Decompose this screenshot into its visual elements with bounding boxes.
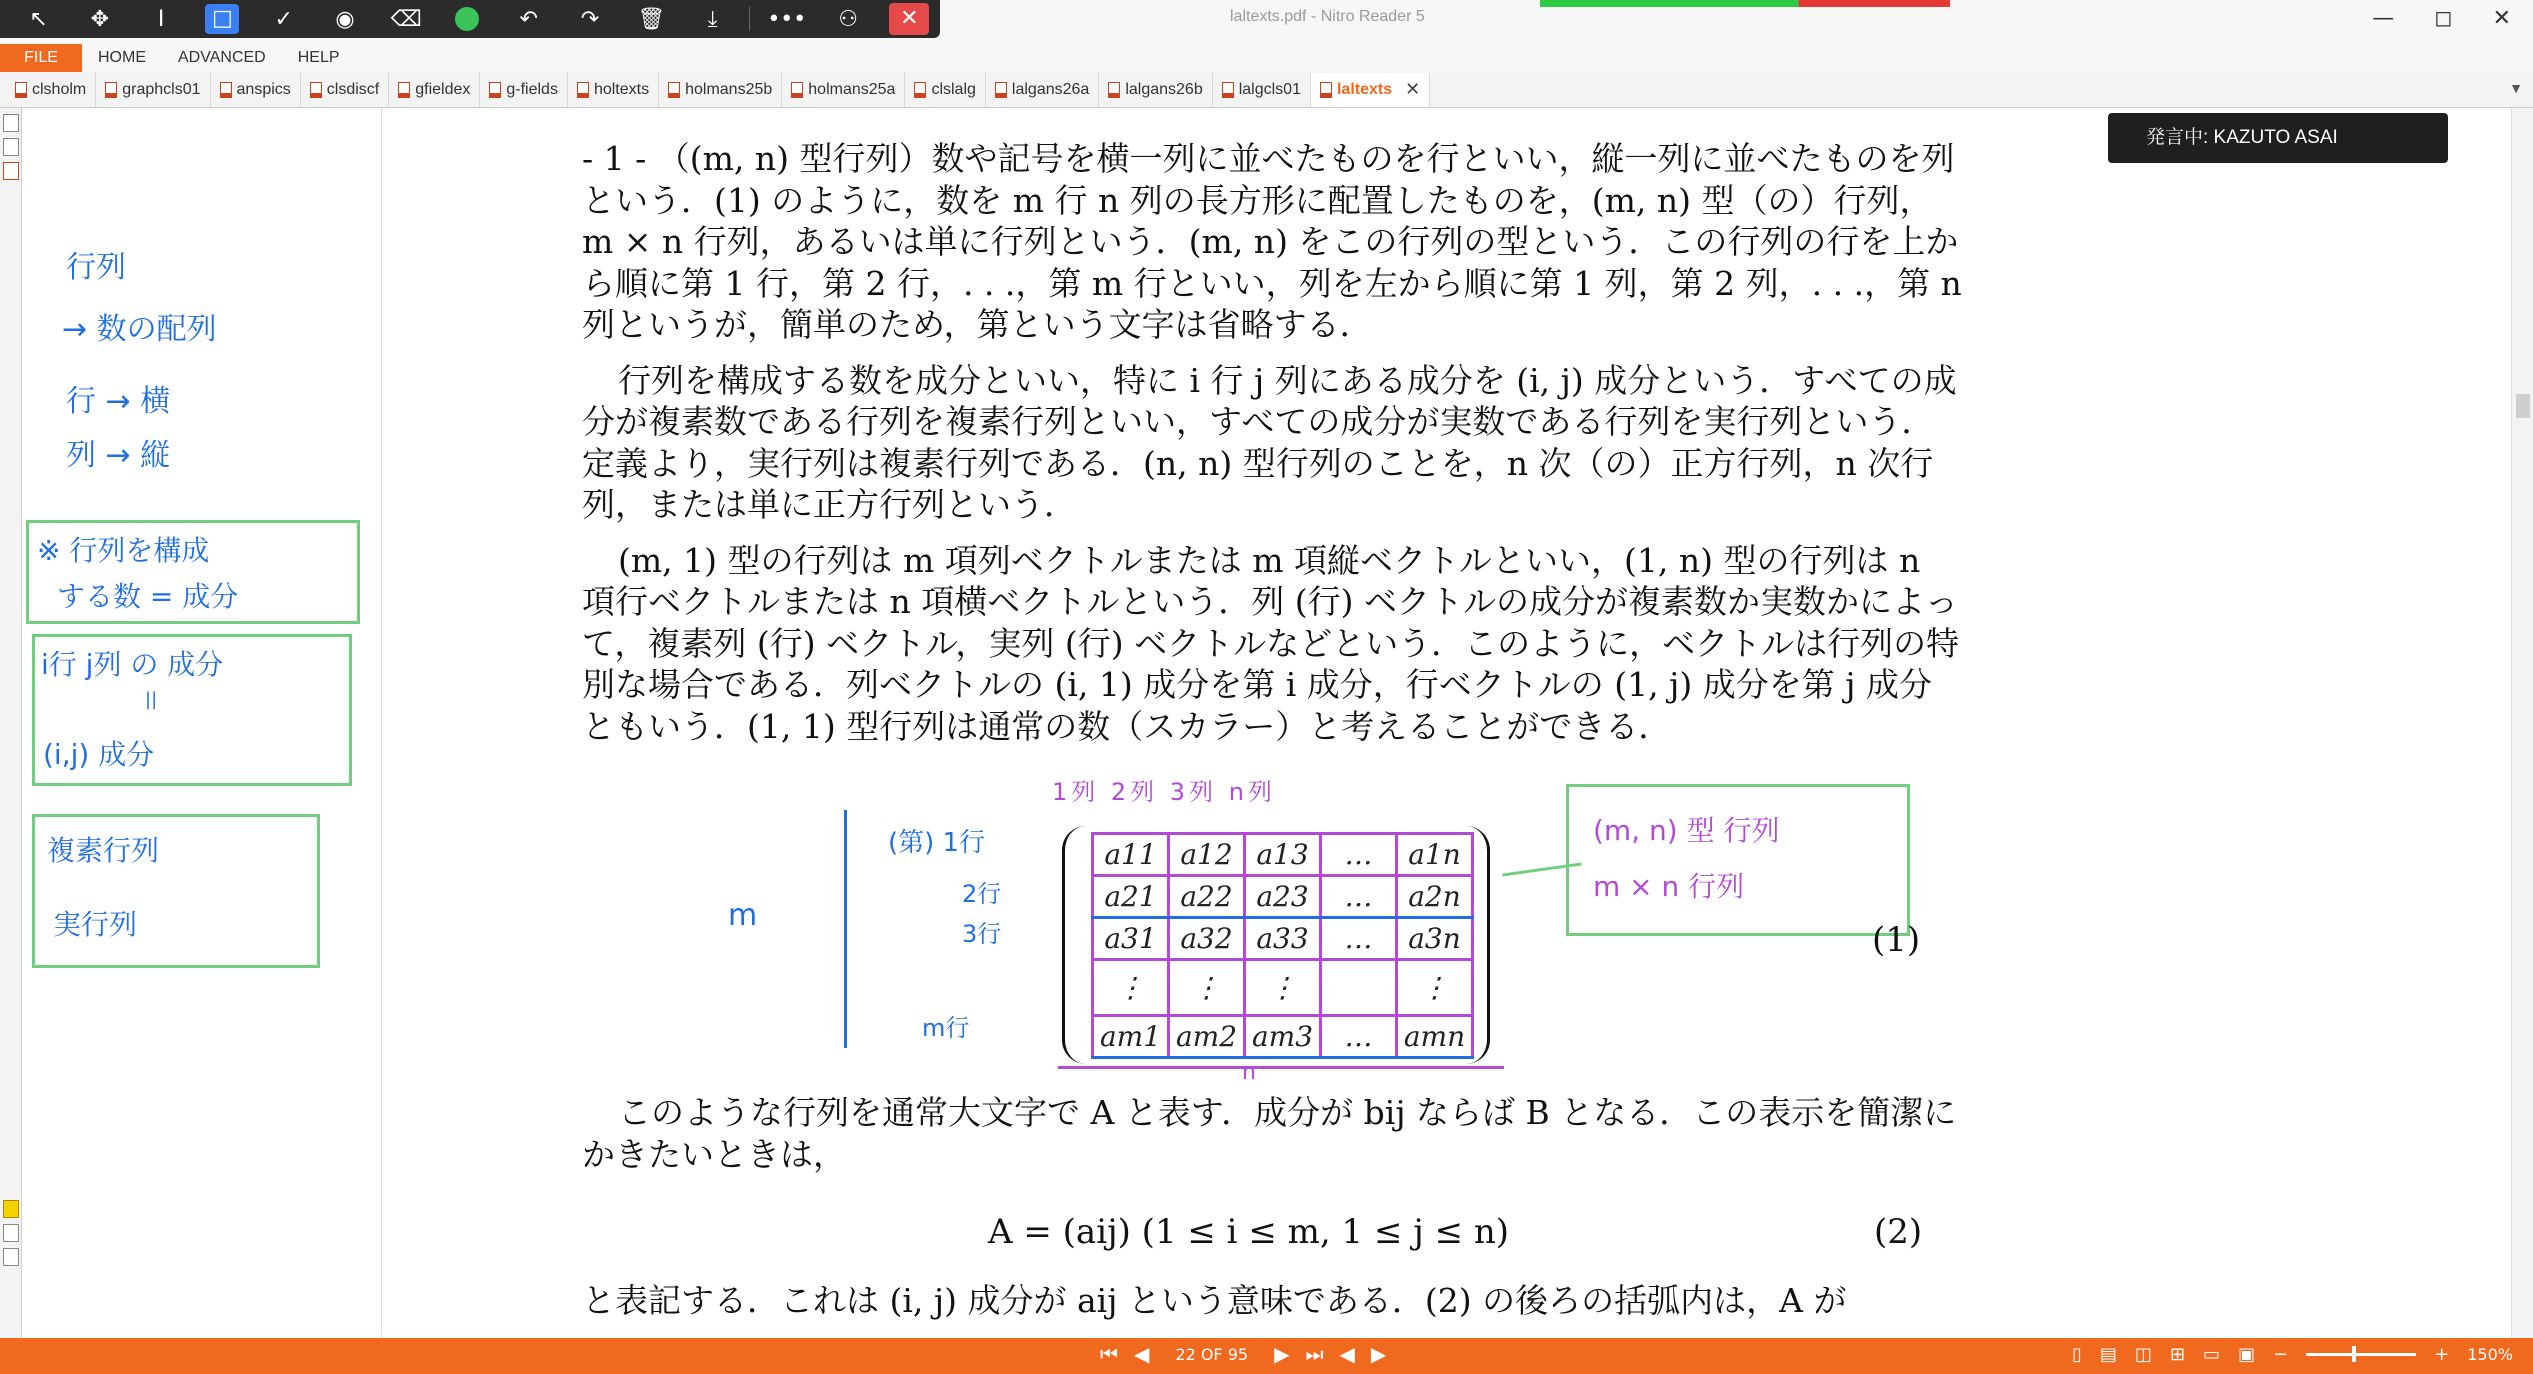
fit-icon[interactable]: ▭ <box>2203 1344 2221 1365</box>
matrix-cell: … <box>1321 876 1397 918</box>
user-icon[interactable]: ⚇ <box>838 6 858 32</box>
annot-m-bracket <box>844 810 847 1048</box>
color-picker-icon[interactable] <box>437 0 498 38</box>
equation-2: A = (aij) (1 ≤ i ≤ m, 1 ≤ j ≤ n) <box>988 1212 1510 1252</box>
menu-bar <box>0 44 2533 72</box>
scrollbar-thumb[interactable] <box>2516 394 2530 418</box>
pdf-icon <box>577 82 589 98</box>
matrix-figure <box>1062 826 1490 1064</box>
bookmarks-panel-icon[interactable] <box>3 162 19 180</box>
note-box-complex-real: 複素行列 実行列 <box>32 814 320 968</box>
text-tool-icon[interactable]: I <box>157 6 165 32</box>
matrix-cell: a12 <box>1169 834 1245 876</box>
attachments-panel-icon[interactable] <box>3 138 19 156</box>
pdf-icon <box>398 82 410 98</box>
forward-view-icon[interactable]: ▶ <box>1370 1342 1387 1366</box>
output-panel-icon[interactable] <box>3 1248 19 1266</box>
document-tabs <box>0 72 2533 108</box>
pdf-icon <box>15 82 27 98</box>
tab-document[interactable]: clslalg <box>905 73 985 107</box>
window-title: laltexts.pdf - Nitro Reader 5 <box>1230 8 1425 25</box>
minimize-icon[interactable]: — <box>2372 6 2395 31</box>
note-col-vertical: 列 → 縦 <box>66 438 171 473</box>
paragraph-1: - 1 - （(m, n) 型行列）数や記号を横一列に並べたものを行といい，縦一列に並べたものを列という．(1) のように，数を m 行 n 列の長方形に配置したものを，(m, n) 型（の）行列，m × n 行列，あるいは単に行列という．(m, n) をこの行列の型という．この行列の行を上から順に第 1 行，第 2 行，. . .，第 m 行といい，列を左から順に第 1 列，第 2 列，. . .，第 n 列というが，簡単のため，第という文字は省略する． <box>582 139 1962 344</box>
handwritten-notes <box>22 108 382 1338</box>
paragraph-5: と表記する．これは (i, j) 成分が aij という意味である．(2) の後ろの括弧内は，A が <box>582 1281 1847 1320</box>
annot-row3: 3行 <box>962 920 1002 948</box>
matrix-cell: am3 <box>1245 1016 1321 1058</box>
matrix-cell: amn <box>1397 1016 1473 1058</box>
title-bar <box>0 0 2533 44</box>
equation-1-number: (1) <box>1872 920 1921 960</box>
comments-panel-icon[interactable] <box>3 1200 19 1218</box>
facing-icon[interactable]: ◫ <box>2134 1344 2152 1365</box>
pdf-icon <box>668 82 680 98</box>
note-array: → 数の配列 <box>62 312 217 347</box>
note-box-ij: i行 j列 の 成分 || (i,j) 成分 <box>32 634 352 786</box>
stamp-tool-icon[interactable]: ◉ <box>335 6 355 32</box>
menu-home[interactable]: HOME <box>98 49 146 66</box>
maximize-icon[interactable]: ◻ <box>2434 6 2453 31</box>
annot-n: n <box>1242 1060 1256 1085</box>
redo-icon[interactable]: ↷ <box>580 6 600 32</box>
matrix-cell: a32 <box>1169 918 1245 960</box>
select-tool-icon[interactable]: ↖ <box>29 6 48 32</box>
left-panel-strip <box>0 108 22 1338</box>
zoom-out-icon[interactable]: − <box>2273 1344 2289 1365</box>
matrix-cell: … <box>1321 1016 1397 1058</box>
pdf-page-content-bottom <box>582 1280 1962 1336</box>
drawing-toolbar <box>0 0 940 38</box>
matrix-cell: … <box>1321 834 1397 876</box>
pdf-icon <box>914 82 926 98</box>
tab-document[interactable]: holtexts <box>568 73 659 107</box>
tab-document[interactable]: lalgans26b <box>1099 73 1212 107</box>
window-controls <box>2372 6 2511 31</box>
matrix-cell: ⋮ <box>1093 960 1169 1016</box>
check-tool-icon[interactable]: ✓ <box>274 6 293 32</box>
view-controls <box>2072 1344 2513 1365</box>
page-navigation <box>1100 1342 1386 1366</box>
annot-row-m: m行 <box>922 1014 970 1042</box>
first-page-icon[interactable]: ⏮ <box>1100 1342 1118 1366</box>
matrix-cell: ⋮ <box>1397 960 1473 1016</box>
paragraph-3: (m, 1) 型の行列は m 項列ベクトルまたは m 項縦ベクトルといい，(1, n) 型の行列は n 項行ベクトルまたは n 項横ベクトルという．列 (行) ベクトルの成分が複素数か実数かによって，複素列 (行) ベクトル，実列 (行) ベクトルなどという．このように，ベクトルは行列の特別な場合である．列ベクトルの (i, 1) 成分を第 i 成分，行ベクトルの (1, j) 成分を第 j 成分ともいう．(1, 1) 型行列は通常の数（スカラー）と考えることができる． <box>582 540 1960 746</box>
matrix-cell: a13 <box>1245 834 1321 876</box>
matrix-cell: a3n <box>1397 918 1473 960</box>
annot-column-labels: 1列 2列 3列 n列 <box>1052 778 1276 806</box>
pdf-icon <box>995 82 1007 98</box>
zoom-slider[interactable] <box>2306 1353 2416 1356</box>
annot-row1: (第) 1行 <box>888 828 986 858</box>
page-indicator[interactable]: 22 OF 95 <box>1175 1344 1249 1364</box>
matrix-cell: a23 <box>1245 876 1321 918</box>
tab-document[interactable]: graphcls01 <box>96 73 210 107</box>
annot-box-type: (m, n) 型 行列 m × n 行列 <box>1566 784 1910 936</box>
equation-2-number: (2) <box>1874 1212 1923 1252</box>
move-tool-icon[interactable]: ✥ <box>90 6 110 32</box>
back-view-icon[interactable]: ◀ <box>1339 1342 1355 1366</box>
speaker-notification: 発言中: KAZUTO ASAI <box>2108 113 2448 163</box>
paragraph-2: 行列を構成する数を成分といい，特に i 行 j 列にある成分を (i, j) 成分という．すべての成分が複素数である行列を複素行列といい，すべての成分が実数である行列を実行列という．定義より，実行列は複素行列である．(n, n) 型行列のことを，n 次（の）正方行列，n 次行列，または単に正方行列という． <box>582 360 1957 524</box>
note-row-horizontal: 行 → 横 <box>66 384 171 419</box>
next-page-icon[interactable]: ▶ <box>1274 1342 1290 1366</box>
download-icon[interactable]: ⤓ <box>707 6 718 32</box>
tab-document[interactable]: holmans25b <box>659 73 782 107</box>
layers-panel-icon[interactable] <box>3 1224 19 1242</box>
matrix-cell: am1 <box>1093 1016 1169 1058</box>
pdf-page-content <box>582 138 1962 761</box>
close-drawing-icon[interactable]: ✕ <box>879 0 940 38</box>
tabs-dropdown-icon[interactable]: ▼ <box>2509 80 2523 96</box>
tab-document[interactable]: clsdiscf <box>301 73 389 107</box>
status-bar <box>0 1338 2533 1374</box>
meeting-indicator <box>1540 0 1950 7</box>
note-gyouretsu: 行列 <box>66 250 126 285</box>
facing-continuous-icon[interactable]: ⊞ <box>2169 1344 2186 1365</box>
note-box-components: ※ 行列を構成 する数 = 成分 <box>26 520 360 624</box>
vertical-scrollbar[interactable] <box>2511 108 2533 1338</box>
tab-document[interactable]: anspics <box>211 73 301 107</box>
pdf-page-content-lower <box>582 1092 1962 1189</box>
tab-document[interactable]: lalgans26a <box>986 73 1099 107</box>
matrix-cell: a11 <box>1093 834 1169 876</box>
menu-file[interactable]: FILE <box>0 44 82 72</box>
matrix-cell: ⋮ <box>1245 960 1321 1016</box>
prev-page-icon[interactable]: ◀ <box>1134 1342 1150 1366</box>
actual-size-icon[interactable]: ▣ <box>2238 1344 2256 1365</box>
tab-active-document[interactable]: laltexts ✕ <box>1311 73 1430 107</box>
pages-panel-icon[interactable] <box>3 114 19 132</box>
matrix-cell: … <box>1321 918 1397 960</box>
pdf-icon <box>1108 82 1120 98</box>
annot-row2: 2行 <box>962 880 1002 908</box>
matrix-cell: am2 <box>1169 1016 1245 1058</box>
pdf-icon <box>1222 82 1234 98</box>
matrix-cell: a21 <box>1093 876 1169 918</box>
matrix-cell: a22 <box>1169 876 1245 918</box>
menu-advanced[interactable]: ADVANCED <box>178 49 266 66</box>
tab-document[interactable]: g-fields <box>480 73 568 107</box>
undo-icon[interactable]: ↶ <box>519 6 538 32</box>
matrix-cell: a33 <box>1245 918 1321 960</box>
pdf-icon <box>1320 82 1332 98</box>
more-icon[interactable]: ••• <box>767 6 807 32</box>
matrix-cell: a2n <box>1397 876 1473 918</box>
document-viewer[interactable] <box>22 108 2533 1338</box>
rectangle-tool-icon[interactable]: □ <box>192 0 253 38</box>
pdf-icon <box>489 82 501 98</box>
tab-document[interactable]: clsholm <box>6 73 96 107</box>
annot-m: m <box>728 898 758 933</box>
matrix-cell <box>1321 960 1397 1016</box>
close-icon[interactable]: ✕ <box>2492 6 2511 31</box>
trash-icon[interactable]: 🗑 <box>637 6 666 32</box>
matrix-table <box>1091 832 1474 1059</box>
tab-document[interactable]: gfieldex <box>389 73 480 107</box>
annot-n-bracket <box>1058 1066 1504 1069</box>
matrix-cell: a1n <box>1397 834 1473 876</box>
pdf-icon <box>105 82 117 98</box>
pdf-icon <box>220 82 232 98</box>
close-tab-icon[interactable]: ✕ <box>1405 79 1421 99</box>
paragraph-4: このような行列を通常大文字で A と表す．成分が bij ならば B となる．この表示を簡潔にかきたいときは， <box>582 1093 1957 1174</box>
last-page-icon[interactable]: ⏭ <box>1305 1342 1324 1366</box>
menu-help[interactable]: HELP <box>297 49 340 66</box>
continuous-icon[interactable]: ▤ <box>2099 1344 2117 1365</box>
tab-document[interactable]: lalgcls01 <box>1213 73 1311 107</box>
zoom-level[interactable]: 150% <box>2467 1345 2513 1364</box>
eraser-tool-icon[interactable]: ⌫ <box>390 6 422 32</box>
pdf-icon <box>310 82 322 98</box>
matrix-cell: a31 <box>1093 918 1169 960</box>
toolbar-divider <box>749 7 750 31</box>
matrix-cell: ⋮ <box>1169 960 1245 1016</box>
zoom-in-icon[interactable]: + <box>2434 1344 2450 1365</box>
single-page-icon[interactable]: ▯ <box>2072 1344 2082 1365</box>
tab-document[interactable]: holmans25a <box>782 73 905 107</box>
pdf-icon <box>791 82 803 98</box>
